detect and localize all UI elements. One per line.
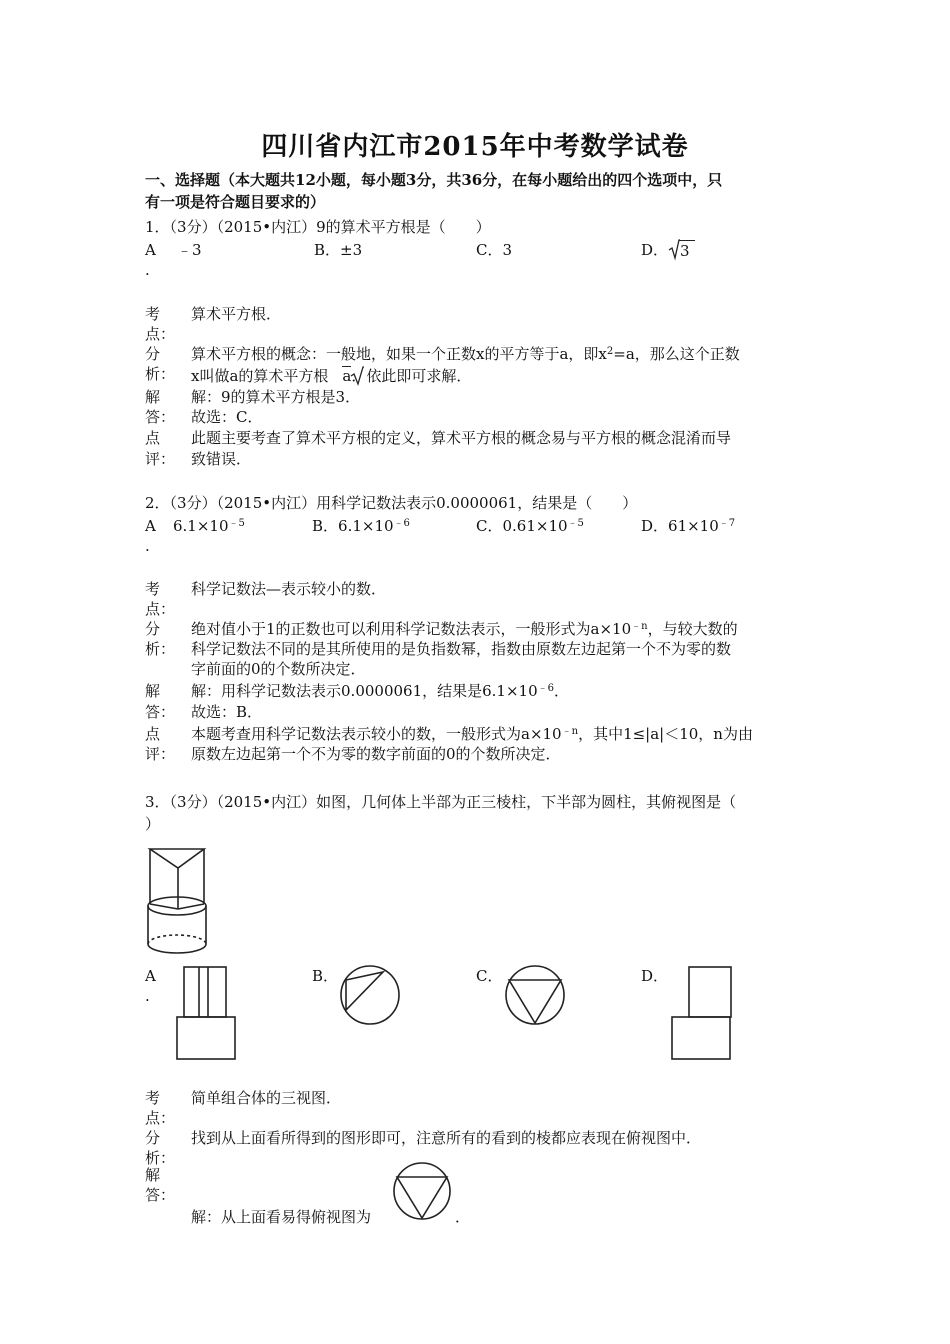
q1-jieda-line1: 解：9的算术平方根是3． [191, 388, 361, 406]
q3-option-d-figure [670, 965, 732, 1061]
q3-jieda-text: 解：从上面看易得俯视图为 [191, 1208, 372, 1226]
q2-fenxi-line2: 科学记数法不同的是其所使用的是负指数幂，指数由原数左边起第一个不为零的数 [191, 640, 732, 658]
q1-option-d-radicand: 3 [680, 242, 690, 260]
q1-fenxi-line2: x叫做a的算术平方根 a．依此即可求解． [191, 367, 472, 385]
q1-kaodian-label-2: 点： [145, 325, 176, 343]
q1-option-a-dot: . [145, 261, 150, 279]
q2-fenxi-line1: 绝对值小于1的正数也可以利用科学记数法表示，一般形式为$a\times 10^{﹣n}$，与较大数的 [191, 620, 738, 638]
q3-option-c-figure [503, 963, 567, 1027]
q1-option-a-value: ﹣3 [177, 241, 202, 259]
q1-dianping-label-1: 点 [145, 429, 161, 447]
q3-fenxi-label-1: 分 [145, 1129, 161, 1147]
q2-option-a-value: $6.1\times 10^{﹣5}$ [173, 517, 245, 535]
q2-jieda-label-1: 解 [145, 682, 161, 700]
q1-option-d-vinculum [679, 240, 695, 241]
q2-jieda-line1: 解：用科学记数法表示0.0000061，结果是$6.1\times 10^{﹣6}$． [191, 682, 570, 700]
q1-dianping-line2: 致错误． [191, 450, 252, 468]
q2-dianping-line2: 原数左边起第一个不为零的数字前面的0的个数所决定． [191, 745, 561, 763]
q2-fenxi-line3: 字前面的0的个数所决定． [191, 660, 366, 678]
q1-jieda-label-1: 解 [145, 388, 161, 406]
q2-fenxi-label-1: 分 [145, 620, 161, 638]
q3-jieda-label-2: 答： [145, 1186, 176, 1204]
q3-kaodian-label-2: 点： [145, 1109, 176, 1127]
q3-kaodian-label-1: 考 [145, 1089, 161, 1107]
q3-option-c: C． [476, 967, 503, 985]
q3-stem-line1: 3．（3分）（2015•内江）如图，几何体上半部为正三棱柱，下半部为圆柱，其俯视图是（ [145, 793, 737, 811]
q3-option-a-figure [175, 965, 237, 1061]
q1-option-c: C．3 [476, 241, 513, 259]
q3-option-a-letter: A [145, 967, 156, 985]
q1-fenxi-radical-icon [350, 364, 364, 386]
q3-jieda-period: ． [455, 1208, 471, 1226]
q2-option-c: C．$0.61\times 10^{﹣5}$ [476, 517, 584, 535]
q2-kaodian-label-1: 考 [145, 580, 161, 598]
q2-fenxi-label-2: 析： [145, 640, 176, 658]
q3-jieda-label-1: 解 [145, 1166, 161, 1184]
q2-dianping-label-2: 评： [145, 745, 176, 763]
q3-fenxi: 找到从上面看所得到的图形即可，注意所有的看到的棱都应表现在俯视图中． [191, 1129, 702, 1147]
q3-option-d: D． [641, 967, 669, 985]
q3-option-b: B． [312, 967, 339, 985]
q1-jieda-line2: 故选：C． [191, 408, 263, 426]
q3-option-b-figure [338, 963, 402, 1027]
q2-jieda-line2: 故选：B． [191, 703, 263, 721]
q1-fenxi-label-1: 分 [145, 345, 161, 363]
q1-dianping-line1: 此题主要考查了算术平方根的定义，算术平方根的概念易与平方根的概念混淆而导 [191, 429, 732, 447]
q1-fenxi-label-2: 析： [145, 365, 176, 383]
q1-option-a-letter: A [145, 241, 156, 259]
q1-kaodian-label-1: 考 [145, 305, 161, 323]
q2-option-d: D．$61\times 10^{﹣7}$ [641, 517, 736, 535]
q1-jieda-label-2: 答： [145, 408, 176, 426]
section-heading-line2: 有一项是符合题目要求的） [145, 193, 326, 211]
q3-kaodian: 简单组合体的三视图． [191, 1089, 342, 1107]
q2-option-a-dot: . [145, 537, 150, 555]
q3-stem-line2: ） [145, 815, 161, 833]
page-title: 四川省内江市2015年中考数学试卷 [261, 132, 689, 162]
q3-fenxi-label-2: 析： [145, 1149, 176, 1167]
q2-kaodian-label-2: 点： [145, 600, 176, 618]
q2-kaodian: 科学记数法—表示较小的数． [191, 580, 387, 598]
q2-jieda-label-2: 答： [145, 703, 176, 721]
q2-option-b: B．$6.1\times 10^{﹣6}$ [312, 517, 410, 535]
q2-dianping-label-1: 点 [145, 725, 161, 743]
q2-dianping-line1: 本题考查用科学记数法表示较小的数，一般形式为$a\times 10^{﹣n}$，其中1≤|a|＜10，n为由 [191, 725, 753, 743]
q1-fenxi-line1: 算术平方根的概念：一般地，如果一个正数x的平方等于a，即$x^2=a$，那么这个正数 [191, 345, 740, 363]
q1-dianping-label-2: 评： [145, 450, 176, 468]
q3-answer-figure [391, 1160, 453, 1222]
q1-stem: 1．（3分）（2015•内江）9的算术平方根是（ ） [145, 218, 491, 236]
q3-option-a-dot: . [145, 987, 150, 1005]
q1-option-d-radical-icon [668, 238, 680, 260]
q2-option-a-letter: A [145, 517, 156, 535]
q1-kaodian: 算术平方根． [191, 305, 282, 323]
q1-option-d: D． [641, 241, 669, 259]
q3-solid-figure [144, 846, 212, 952]
section-heading-line1: 一、选择题（本大题共12小题，每小题3分，共36分，在每小题给出的四个选项中，只 [145, 171, 723, 189]
q2-stem: 2．（3分）（2015•内江）用科学记数法表示0.0000061，结果是（ ） [145, 494, 638, 512]
q1-option-b: B．±3 [314, 241, 363, 259]
